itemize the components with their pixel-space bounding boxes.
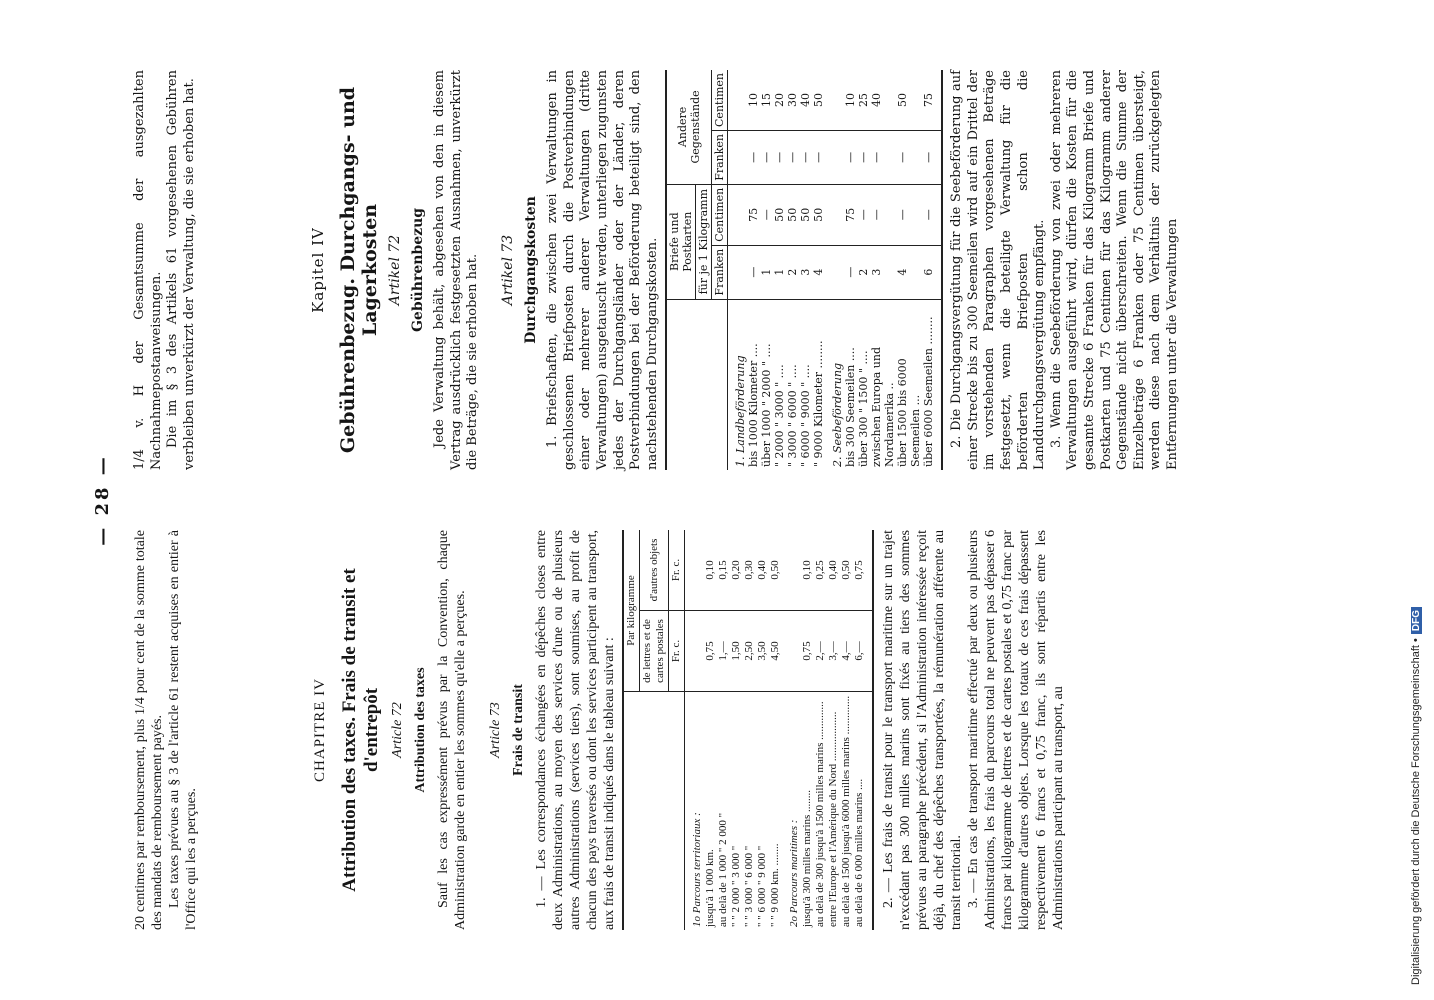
german-transit-fees-table	[665, 70, 943, 470]
german-table-head-other: Andere Gegenstände	[666, 70, 712, 184]
german-chapter-heading: Kapitel IV	[309, 227, 328, 313]
table-row: über 1000 " 2000 " .... 1 — — 15	[760, 70, 773, 470]
dfg-logo-badge: DFG	[1411, 607, 1422, 634]
digitization-credit	[1410, 5, 1422, 985]
german-table-group-land: 1. Landbeförderung	[734, 355, 748, 467]
french-paragraph-top: 20 centimes par remboursement, plus 1/4 pour cent de la somme totale des mandats de remboursement payés.	[133, 530, 165, 930]
german-article-73-paragraph-3: 3. Wenn die Seebeförderung von zwei oder mehreren Verwaltungen ausgeführt wird, dürfen die Kosten für die gesamte Strecke 6 Franken für das Kilogramm Briefe und Postkarten und 75 Centimen für das Kilogramm anderer Gegenstände nicht überschreiten. Wenn die Summe der Einzelbeträge 6 Franken oder 75 Centimen übersteigt, werden diese nach dem Verhältnis der zurückgelegten Entfernungen unter die Verwaltungen	[1048, 70, 1180, 470]
table-row: über 1500 bis 6000 Seemeilen ... 4 — — 50	[896, 70, 922, 470]
german-article-73-paragraph-1: 1. Briefschaften, die zwischen zwei Verwaltungen in geschlossenen Briefposten durch die Postverbindungen einer oder mehrerer anderer Verwaltungen (dritte Verwaltungen) ausgetauscht werden, unterliegen zugunsten jedes der Durchgangsländer oder der Länder, deren Postverbindungen bei der Beförderung beteiligt sind, den nachstehenden Durchgangskosten.	[545, 70, 660, 470]
table-row: " " 6 000 " 9 000 " 3,50 0,40	[756, 530, 769, 930]
table-row: über 6000 Seemeilen ........ 6 — — 75	[922, 70, 942, 470]
rotated-document-page	[90, 30, 1420, 970]
table-row: entre l'Europe et l'Amérique du Nord .................. 3,— 0,40	[827, 530, 840, 930]
german-table-group-sea: 2. Seebeförderung	[831, 362, 845, 467]
french-column	[132, 530, 1067, 930]
german-article-72-title: Gebührenbezug	[409, 207, 426, 333]
table-row: bis 300 Seemeilen .... — 75 — 10	[844, 70, 857, 470]
table-row: au delà de 1500 jusqu'à 6000 milles marins .............. 4,— 0,50	[840, 530, 853, 930]
french-chapter-title: Attribution des taxes. Frais de transit et d'entrepôt	[339, 568, 382, 892]
german-table-unit-franken: Franken	[712, 130, 728, 184]
german-article-72-text: Jede Verwaltung behält, abgesehen von den in diesem Vertrag ausdrücklich festgesetzten Ausnahmen, unverkürzt die Beträge, die sie erhoben hat.	[432, 70, 481, 470]
french-table-unit: Fr. c.	[669, 611, 685, 692]
table-row: über 300 " 1500 " .... 2 — — 25	[857, 70, 870, 470]
french-article-73-paragraph-3: 3. — En cas de transport maritime effectué par deux ou plusieurs Administrations, les frais du parcours total ne peuvent pas dépasser 6 francs par kilogramme de lettres et de cartes postales et 0,75 franc par kilogramme d'autres objets. Lorsque les totaux de ces frais dépassent respectivement 6 francs et 0,75 franc, ils sont répartis entre les Administrations participant au transport, au	[966, 530, 1066, 930]
french-chapter-heading: CHAPITRE IV	[312, 678, 328, 782]
french-table-head-other: d'autres objets	[640, 530, 669, 611]
german-article-73-title: Durchgangskosten	[522, 196, 539, 344]
page-number: — 28 —	[92, 454, 113, 546]
french-table-group-territorial: 1o Parcours territoriaux :	[691, 812, 703, 927]
table-row: jusqu'à 300 milles marins ........ 0,75 0,10	[801, 530, 814, 930]
table-row: jusqu'à 1 000 km. 0,75 0,10	[704, 530, 717, 930]
german-table-head-letters: Briefe und Postkarten	[666, 184, 696, 299]
german-table-unit-franken: Franken	[712, 245, 728, 299]
credit-text: Digitalisierung gefördert durch die Deutsche Forschungsgemeinschaft •	[1410, 638, 1422, 985]
table-row: zwischen Europa und Nordamerika .. 3 — — 40	[870, 70, 896, 470]
french-table-group-maritime: 2o Parcours maritimes :	[788, 819, 800, 927]
german-table-unit-centimen: Centimen	[712, 184, 728, 245]
german-chapter-title: Gebührenbezug. Durchgangs- und Lagerkosten	[336, 86, 381, 454]
german-table-unit-centimen: Centimen	[712, 70, 728, 130]
german-paragraph-taxes: Die im § 3 des Artikels 61 vorgesehenen Gebühren verbleiben unverkürzt der Verwaltung, die sie erhoben hat.	[165, 70, 197, 470]
french-article-73-paragraph-2: 2. — Les frais de transit pour le transport maritime sur un trajet n'excédant pas 300 milles marins sont fixés au tiers des sommes prévues au paragraphe précédent, si l'Administration intéressée reçoit déjà, du chef des dépêches transportées, la rémunération afférente au transit territorial.	[881, 530, 964, 930]
table-row: " " 2 000 " 3 000 " 1,50 0,20	[730, 530, 743, 930]
table-row: bis 1000 Kilometer .... — 75 — 10	[747, 70, 760, 470]
table-row: " 9000 Kilometer ........ 4 50 — 50	[812, 70, 825, 470]
table-row: " 3000 " 6000 " .... 2 50 — 30	[786, 70, 799, 470]
french-article-73-paragraph-1: 1. — Les correspondances échangées en dépêches closes entre deux Administrations, au moyen des services d'une ou de plusieurs autres Administrations (services tiers), sont soumises, au profit de chacun des pays traversés ou dont les services participent au transport, aux frais de transit indiqués dans le tableau suivant :	[534, 530, 617, 930]
table-row: " " 3 000 " 6 000 " 2,50 0,30	[743, 530, 756, 930]
german-paragraph-top: 1/4 v. H der Gesamtsumme der ausgezahlten Nachnahmepostanweisungen.	[132, 70, 164, 470]
french-article-73-heading: Article 73	[488, 702, 503, 758]
french-article-72-text: Sauf les cas expressément prévus par la Convention, chaque Administration garde en entier les sommes qu'elle a perçues.	[436, 530, 468, 930]
french-paragraph-taxes: Les taxes prévues au § 3 de l'article 61 restent acquises en entier à l'Office qui les a perçues.	[167, 530, 199, 930]
french-transit-fees-table	[622, 530, 874, 930]
table-row: au delà de 1 000 " 2 000 " 1,— 0,15	[717, 530, 730, 930]
german-article-73-heading: Artikel 73	[499, 234, 516, 306]
table-row: au delà de 6 000 milles marins .... 6,— 0,75	[853, 530, 873, 930]
french-article-73-title: Frais de transit	[511, 684, 526, 776]
german-table-head-group: für je 1 Kilogramm	[696, 184, 712, 299]
table-row: " 6000 " 9000 " .... 3 50 — 40	[799, 70, 812, 470]
french-table-head-letters: de lettres et de cartes postales	[640, 611, 669, 692]
french-article-72-heading: Article 72	[390, 702, 405, 758]
french-table-unit: Fr. c.	[669, 530, 685, 611]
german-article-73-paragraph-2: 2. Die Durchgangsvergütung für die Seebeförderung auf einer Strecke bis zu 300 Seemeilen wird auf ein Drittel der im vorstehenden Paragraphen vorgesehenen Beträge festgesetzt, wenn die beteiligte Verwaltung für die beförderten Briefposten schon die Landdurchgangsvergütung empfängt.	[949, 70, 1048, 470]
german-column	[132, 70, 1182, 470]
table-row: " 2000 " 3000 " .... 1 50 — 20	[773, 70, 786, 470]
french-table-head-group: Par kilogramme	[623, 530, 640, 692]
table-row: au delà de 300 jusqu'à 1500 milles marins .............. 2,— 0,25	[814, 530, 827, 930]
french-article-72-title: Attribution des taxes	[413, 667, 428, 793]
table-row: " " 9 000 km. ........ 4,50 0,50	[769, 530, 782, 930]
german-article-72-heading: Artikel 72	[386, 234, 403, 306]
